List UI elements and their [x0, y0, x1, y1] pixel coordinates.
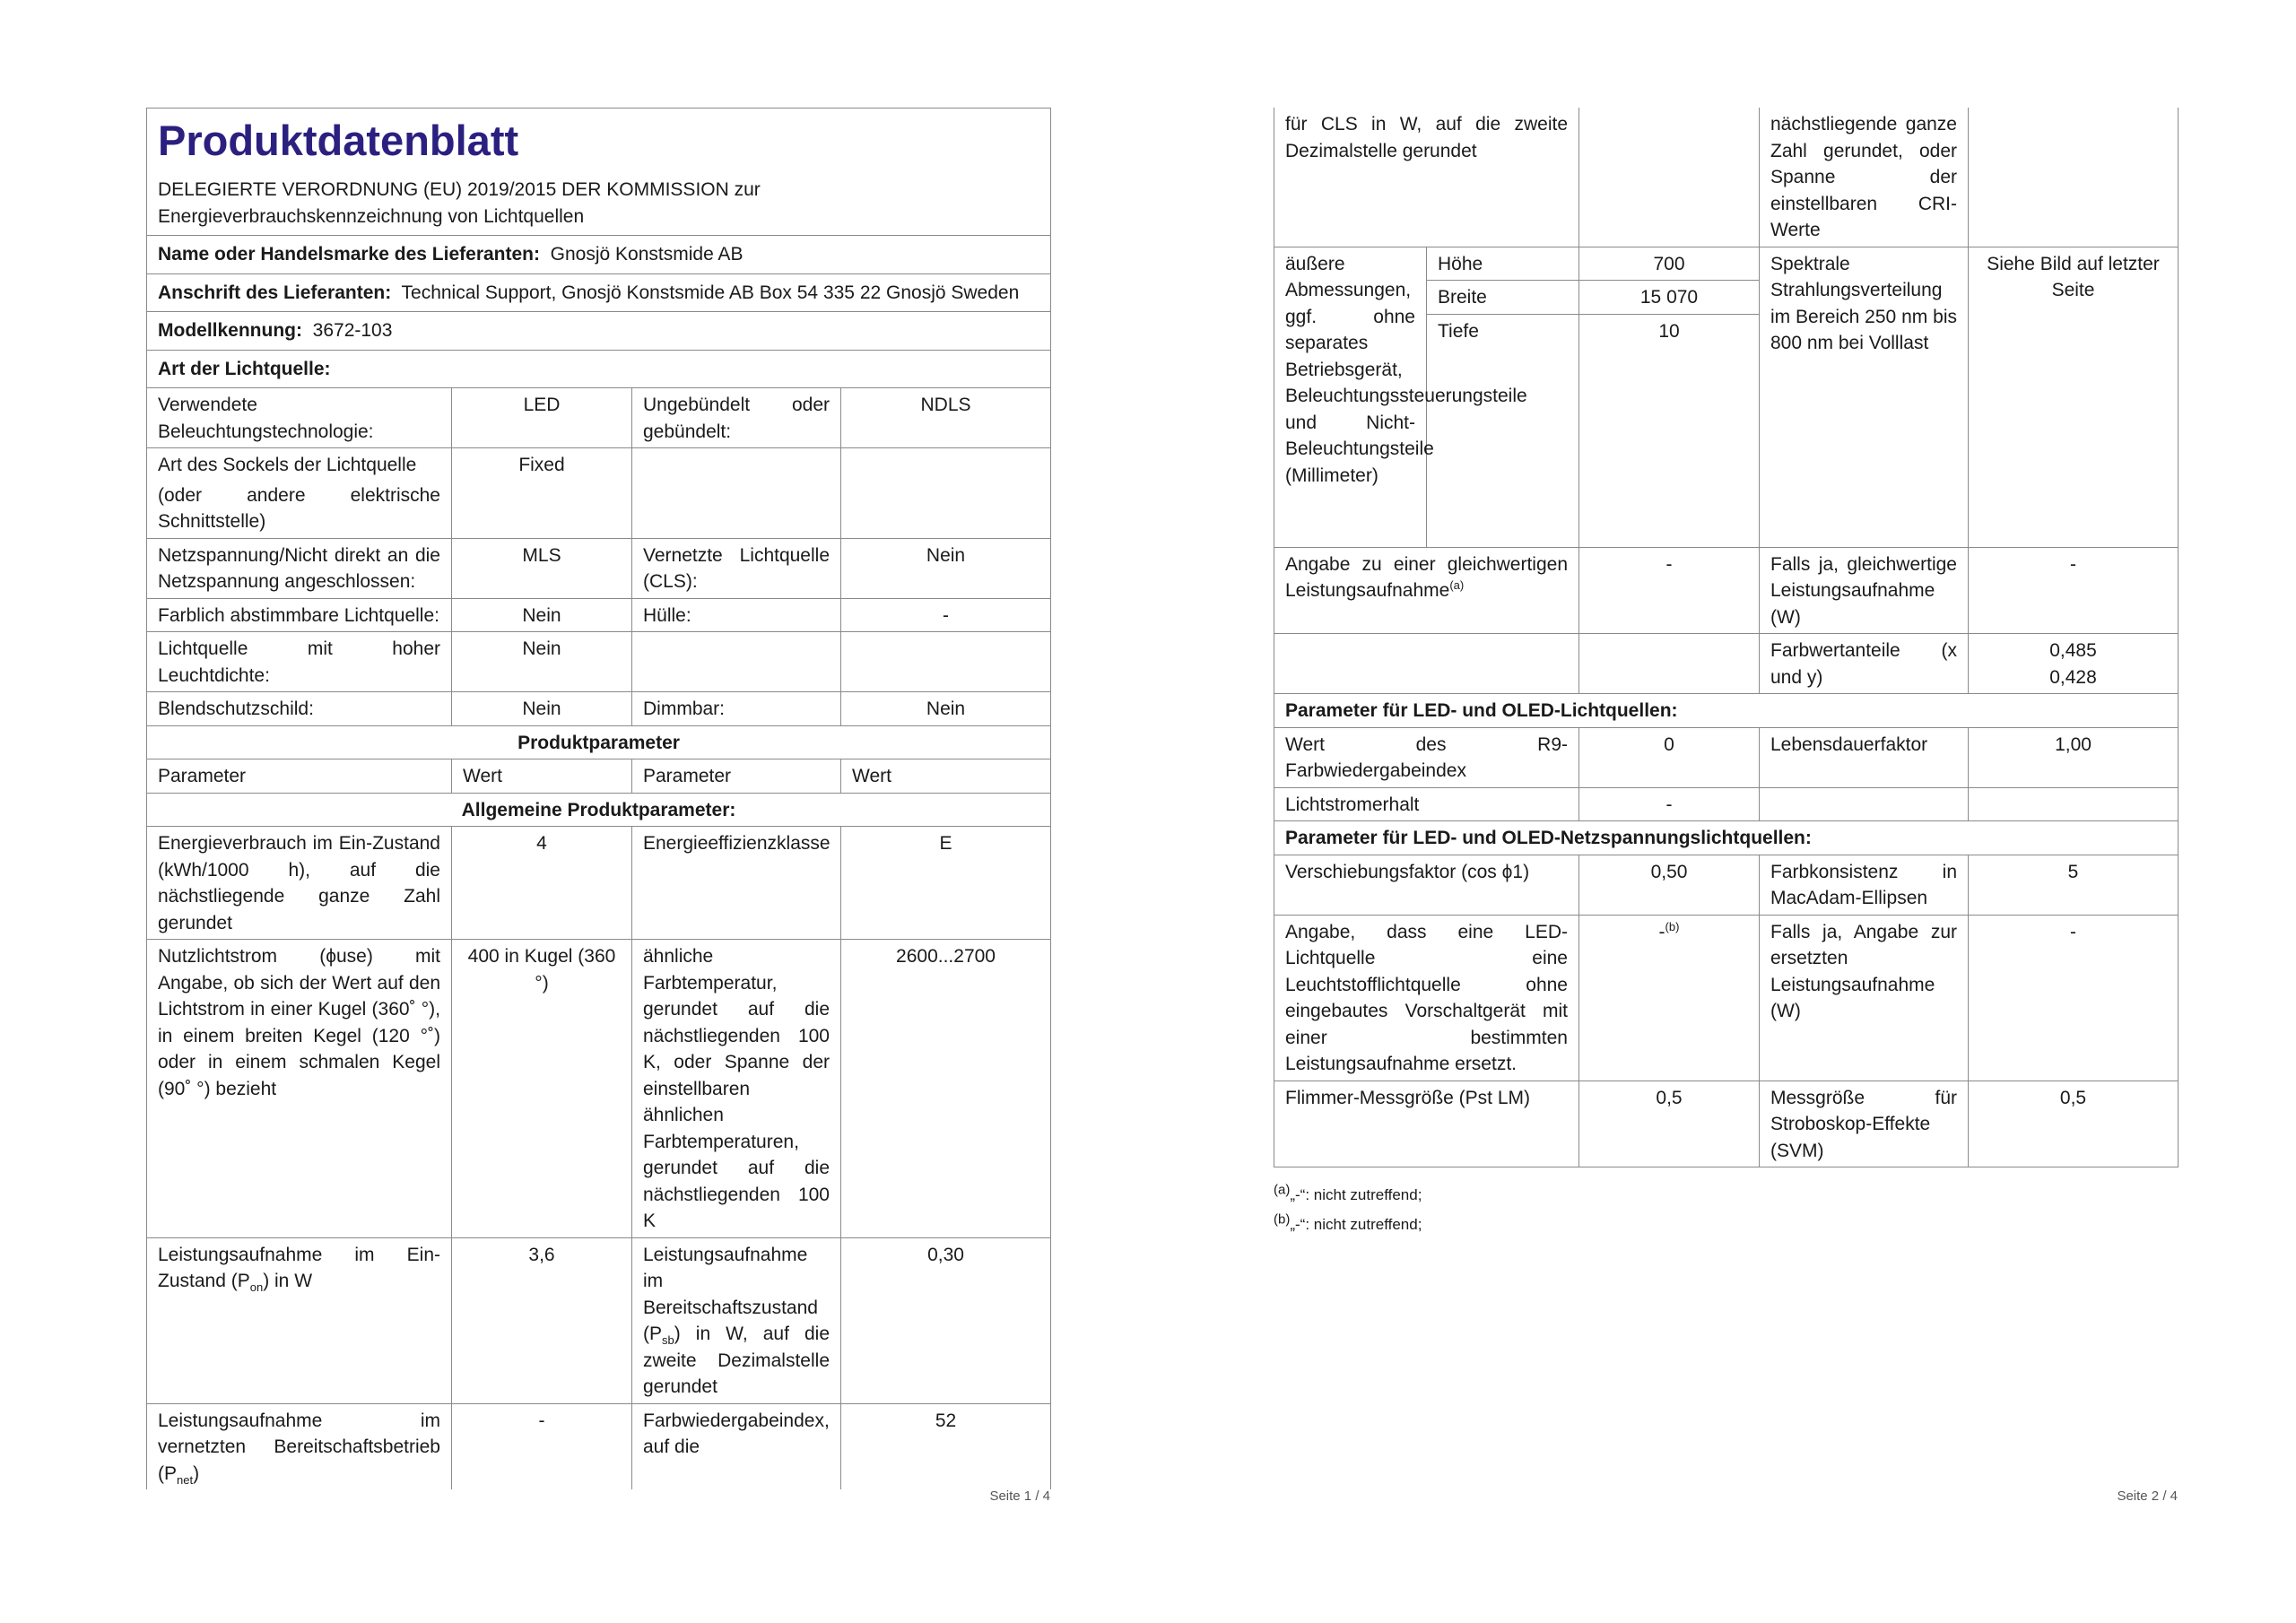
- column-header: Parameter: [632, 759, 841, 794]
- supplier-row: [147, 236, 1051, 274]
- regulation-text: DELEGIERTE VERORDNUNG (EU) 2019/2015 DER KOMMISSION zur Energieverbrauchskennzeichnung von Lichtquellen: [158, 179, 761, 227]
- page-1-content: [146, 108, 1050, 1487]
- table-cell: Verschiebungsfaktor (cos ϕ1): [1274, 855, 1579, 915]
- type-row: [147, 350, 1051, 388]
- table-row: [1274, 634, 2179, 694]
- model-value: 3672-103: [312, 320, 393, 341]
- table-cell: Nein: [841, 692, 1051, 726]
- table-row: [1274, 1081, 2179, 1167]
- table-cell: 2600...2700: [841, 940, 1051, 1238]
- table-row: [1274, 547, 2179, 634]
- table-cell: Farblich abstimmbare Lichtquelle:: [147, 598, 452, 632]
- table-cell: -: [841, 598, 1051, 632]
- address-row: [147, 273, 1051, 312]
- table-cell: 0,30: [841, 1237, 1051, 1403]
- dimensions-label: äußere Abmessungen, ggf. ohne separates Betriebsgerät, Beleuchtungssteuerungsteile und Nicht-Beleuchtungsteile (Millimeter): [1274, 247, 1427, 547]
- table-cell: Art des Sockels der Lichtquelle (oder andere elektrische Schnittstelle): [147, 448, 452, 539]
- table-row: [147, 632, 1051, 692]
- table-cell: Dimmbar:: [632, 692, 841, 726]
- mains-params-heading: Parameter für LED- und OLED-Netzspannungslichtquellen:: [1274, 821, 2179, 855]
- table-row: [147, 827, 1051, 940]
- table-cell: Angabe zu einer gleichwertigen Leistungsaufnahme$^{(a)}$: [1274, 547, 1579, 634]
- datasheet-page-2: [1274, 108, 2178, 1239]
- table-cell: -: [1969, 547, 2179, 634]
- table-cell: Nein: [452, 692, 632, 726]
- table-cell: Flimmer-Messgröße (Pst LM): [1274, 1081, 1579, 1167]
- table-cell: ähnliche Farbtemperatur, gerundet auf die nächstliegenden 100 K, oder Spanne der einstellbaren ähnlichen Farbtemperaturen, gerundet auf die nächstliegenden 100 K: [632, 940, 841, 1238]
- table-cell: 0,5: [1969, 1081, 2179, 1167]
- table-cell: Netzspannung/Nicht direkt an die Netzspannung angeschlossen:: [147, 538, 452, 598]
- datasheet-table-1: [146, 108, 1051, 1489]
- table-row: [1274, 915, 2179, 1081]
- table-cell: [632, 632, 841, 692]
- table-cell: -: [452, 1403, 632, 1489]
- table-cell: Nein: [841, 538, 1051, 598]
- datasheet-page-1: [146, 108, 1050, 1487]
- table-cell: Lichtquelle mit hoher Leuchtdichte:: [147, 632, 452, 692]
- table-cell: Ungebündelt oder gebündelt:: [632, 388, 841, 448]
- table-cell: [1579, 108, 1760, 247]
- table-row: [147, 598, 1051, 632]
- table-cell: [147, 108, 1051, 236]
- column-header: Wert: [841, 759, 1051, 794]
- depth-label: Tiefe: [1427, 314, 1579, 547]
- table-cell: Leistungsaufnahme im Bereitschaftszustand $(P_{sb})$ in W, auf die zweite Dezimalstelle gerundet: [632, 1237, 841, 1403]
- table-cell: Falls ja, gleichwertige Leistungsaufnahme (W): [1760, 547, 1969, 634]
- table-cell: Falls ja, Angabe zur ersetzten Leistungsaufnahme (W): [1760, 915, 1969, 1081]
- table-row: [147, 940, 1051, 1238]
- table-cell: Siehe Bild auf letzter Seite: [1969, 247, 2179, 547]
- section-heading-row: [1274, 821, 2179, 855]
- footnote-a: $^{(a)}$„-“: nicht zutreffend;: [1274, 1182, 1422, 1203]
- table-cell: Angabe, dass eine LED-Lichtquelle eine Leuchtstofflichtquelle ohne eingebautes Vorschaltgerät mit einer bestimmten Leistungsaufnahme ersetzt.: [1274, 915, 1579, 1081]
- table-cell: [147, 312, 1051, 351]
- table-cell: [147, 350, 1051, 388]
- table-cell: Wert des R9-Farbwiedergabeindex: [1274, 727, 1579, 787]
- table-cell: 0: [1579, 727, 1760, 787]
- table-cell: 0,5: [1579, 1081, 1760, 1167]
- table-cell: Leistungsaufnahme im Ein-Zustand $(P_{on})$ in W: [147, 1237, 452, 1403]
- table-cell: 400 in Kugel (360 °): [452, 940, 632, 1238]
- section-heading-row: [1274, 694, 2179, 728]
- table-cell: [147, 236, 1051, 274]
- address-value: Technical Support, Gnosjö Konstsmide AB Box 54 335 22 Gnosjö Sweden: [401, 282, 1020, 303]
- table-cell: 52: [841, 1403, 1051, 1489]
- table-cell: LED: [452, 388, 632, 448]
- table-cell: [632, 448, 841, 539]
- table-cell: -: [1969, 915, 2179, 1081]
- table-row: [1274, 727, 2179, 787]
- table-cell: [841, 448, 1051, 539]
- section-heading-row: [147, 793, 1051, 827]
- table-row: [147, 388, 1051, 448]
- table-cell: Fixed: [452, 448, 632, 539]
- table-row: [147, 538, 1051, 598]
- column-header: Wert: [452, 759, 632, 794]
- height-value: 700: [1579, 247, 1760, 281]
- table-cell: 0,50: [1579, 855, 1760, 915]
- table-row: [1274, 108, 2179, 247]
- table-row: [147, 1403, 1051, 1489]
- model-label: Modellkennung:: [158, 320, 302, 341]
- page-number-1: Seite 1 / 4: [989, 1488, 1050, 1504]
- table-row: [147, 1237, 1051, 1403]
- table-cell: Energieverbrauch im Ein-Zustand (kWh/1000 h), auf die nächstliegende ganze Zahl gerundet: [147, 827, 452, 940]
- table-cell: 3,6: [452, 1237, 632, 1403]
- table-cell: [1969, 108, 2179, 247]
- table-cell: Nein: [452, 632, 632, 692]
- depth-value: 10: [1579, 314, 1760, 547]
- table-cell: Farbwertanteile (x und y): [1760, 634, 1969, 694]
- table-cell: -: [1579, 547, 1760, 634]
- table-cell: für CLS in W, auf die zweite Dezimalstelle gerundet: [1274, 108, 1579, 247]
- footnotes: [1274, 1180, 2178, 1239]
- table-cell: Farbwiedergabeindex, auf die: [632, 1403, 841, 1489]
- title-row: [147, 108, 1051, 236]
- table-cell: Nein: [452, 598, 632, 632]
- table-cell: [1274, 634, 1579, 694]
- table-cell: Farbkonsistenz in MacAdam-Ellipsen: [1760, 855, 1969, 915]
- table-cell: NDLS: [841, 388, 1051, 448]
- page-2-content: [1274, 108, 2178, 1239]
- table-cell: Vernetzte Lichtquelle (CLS):: [632, 538, 841, 598]
- table-cell: Spektrale Strahlungsverteilung im Bereich 250 nm bis 800 nm bei Volllast: [1760, 247, 1969, 547]
- table-cell: Leistungsaufnahme im vernetzten Bereitschaftsbetrieb $(P_{net})$: [147, 1403, 452, 1489]
- table-cell: Verwendete Beleuchtungstechnologie:: [147, 388, 452, 448]
- table-cell: MLS: [452, 538, 632, 598]
- table-cell: [841, 632, 1051, 692]
- width-value: 15 070: [1579, 281, 1760, 315]
- supplier-value: Gnosjö Konstsmide AB: [550, 244, 744, 265]
- column-header: Parameter: [147, 759, 452, 794]
- led-params-heading: Parameter für LED- und OLED-Lichtquellen:: [1274, 694, 2179, 728]
- height-label: Höhe: [1427, 247, 1579, 281]
- table-cell: 0,485 0,428: [1969, 634, 2179, 694]
- table-cell: 4: [452, 827, 632, 940]
- table-row: [1274, 787, 2179, 821]
- table-cell: 1,00: [1969, 727, 2179, 787]
- table-cell: Lebensdauerfaktor: [1760, 727, 1969, 787]
- page-title: Produktdatenblatt: [158, 117, 519, 164]
- general-params-heading: Allgemeine Produktparameter:: [147, 793, 1051, 827]
- type-label: Art der Lichtquelle:: [158, 358, 331, 379]
- table-cell: E: [841, 827, 1051, 940]
- table-cell: [1760, 787, 1969, 821]
- table-cell: nächstliegende ganze Zahl gerundet, oder Spanne der einstellbaren CRI-Werte: [1760, 108, 1969, 247]
- table-cell: Lichtstromerhalt: [1274, 787, 1579, 821]
- width-label: Breite: [1427, 281, 1579, 315]
- table-cell: Hülle:: [632, 598, 841, 632]
- table-cell: Nutzlichtstrom (ϕuse) mit Angabe, ob sich der Wert auf den Lichtstrom in einer Kugel (360˚ °), in einem breiten Kegel (120 °˚) oder in einem schmalen Kegel (90˚ °) bezieht: [147, 940, 452, 1238]
- product-params-heading: Produktparameter: [147, 725, 1051, 759]
- table-cell: 5: [1969, 855, 2179, 915]
- dimensions-row: [1274, 247, 2179, 281]
- footnote-b: $^{(b)}$„-“: nicht zutreffend;: [1274, 1211, 1422, 1233]
- table-row: [147, 448, 1051, 539]
- datasheet-table-2: [1274, 108, 2179, 1167]
- table-row: [1274, 855, 2179, 915]
- table-cell: [1969, 787, 2179, 821]
- page-number-2: Seite 2 / 4: [2117, 1488, 2178, 1504]
- supplier-label: Name oder Handelsmarke des Lieferanten:: [158, 244, 540, 265]
- column-header-row: [147, 759, 1051, 794]
- table-cell: [1579, 634, 1760, 694]
- table-cell: -: [1579, 787, 1760, 821]
- address-label: Anschrift des Lieferanten:: [158, 282, 392, 303]
- table-cell: Messgröße für Stroboskop-Effekte (SVM): [1760, 1081, 1969, 1167]
- section-heading-row: [147, 725, 1051, 759]
- table-cell: [147, 273, 1051, 312]
- model-row: [147, 312, 1051, 351]
- table-cell: -$^{(b)}$: [1579, 915, 1760, 1081]
- table-row: [147, 692, 1051, 726]
- table-cell: Energieeffizienzklasse: [632, 827, 841, 940]
- table-cell: Blendschutzschild:: [147, 692, 452, 726]
